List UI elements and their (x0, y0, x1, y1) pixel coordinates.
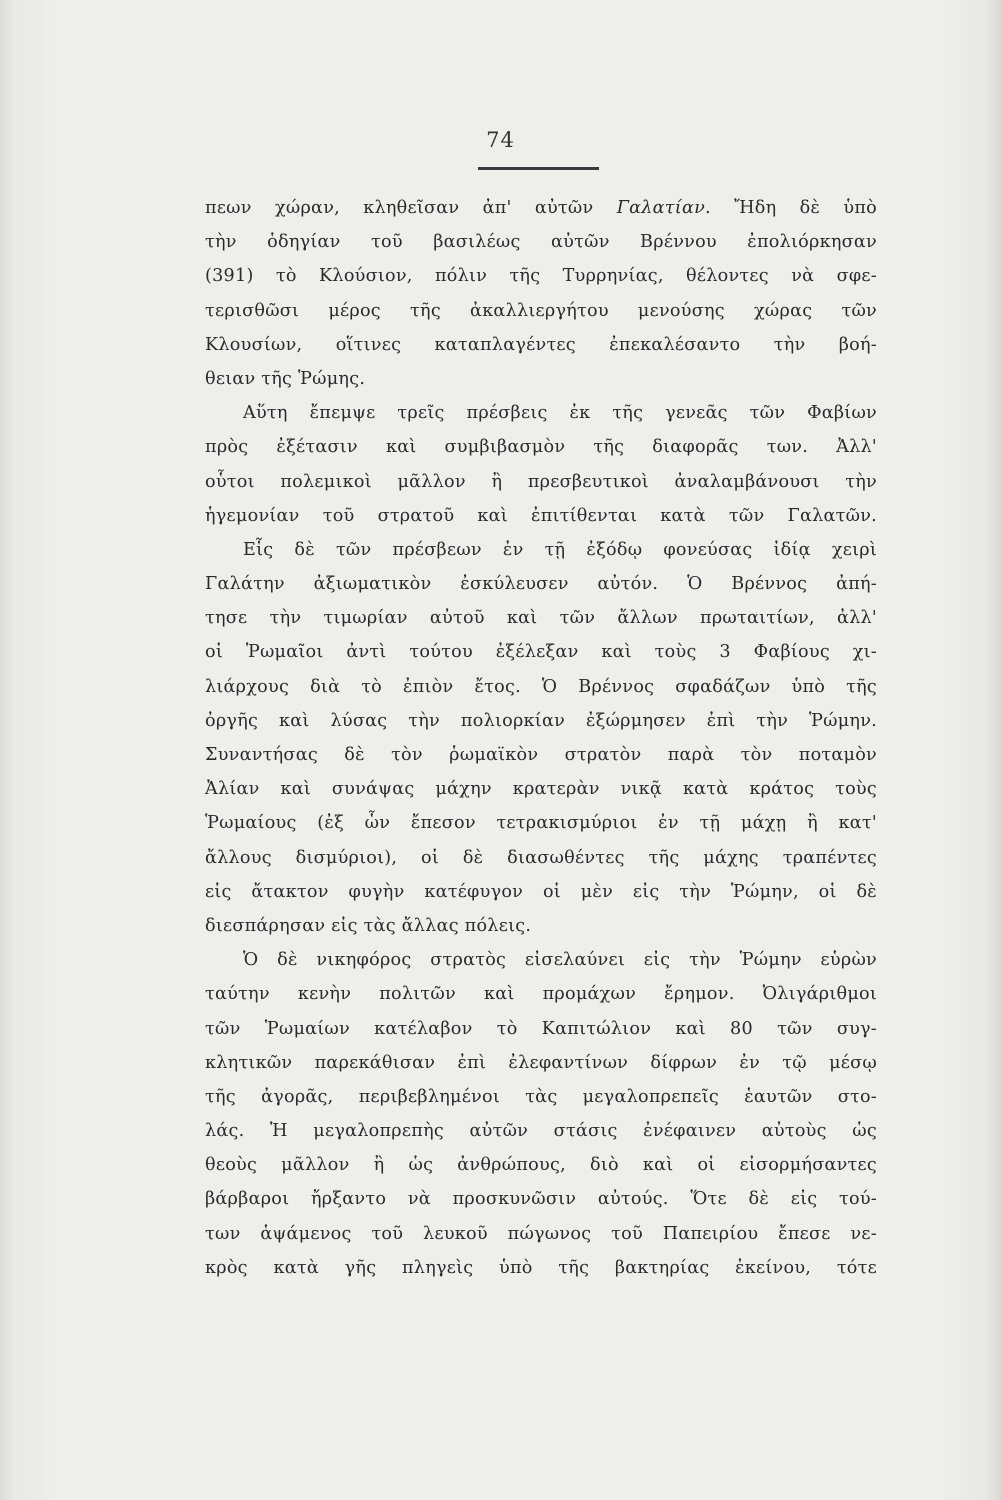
text-line: των ἁψάμενος τοῦ λευκοῦ πώγωνος τοῦ Παπειρίου ἔπεσε νε- (205, 1223, 877, 1244)
paragraph-start: Αὕτη ἔπεμψε τρεῖς πρέσβεις ἐκ τῆς γενεᾶς τῶν Φαβίων (243, 403, 877, 424)
text-line: βάρβαροι ἤρξαντο νὰ προσκυνῶσιν αὐτούς. Ὅτε δὲ εἰς τού- (205, 1189, 877, 1210)
text-line: πρὸς ἐξέτασιν καὶ συμβιβασμὸν τῆς διαφορᾶς των. Ἀλλ' (205, 437, 877, 458)
text-line: ἄλλους δισμύριοι), οἱ δὲ διασωθέντες τῆς μάχης τραπέντες (205, 847, 877, 868)
text-line: θεοὺς μᾶλλον ἢ ὡς ἀνθρώπους, διὸ καὶ οἱ εἰσορμήσαντες (205, 1155, 877, 1176)
text-line: τῆς ἀγορᾶς, περιβεβλημένοι τὰς μεγαλοπρεπεῖς ἑαυτῶν στο- (205, 1086, 877, 1107)
text-line: Συναντήσας δὲ τὸν ῥωμαϊκὸν στρατὸν παρὰ τὸν ποταμὸν (205, 745, 877, 765)
text-line: Εἷς δὲ τῶν πρέσβεων ἐν τῇ ἐξόδῳ φονεύσας ἰδίᾳ χειρὶ (243, 539, 877, 560)
text-line: ἡγεμονίαν τοῦ στρατοῦ καὶ ἐπιτίθενται κατὰ τῶν Γαλατῶν. (205, 505, 877, 526)
text-line: ταύτην κενὴν πολιτῶν καὶ προμάχων ἔρημον. Ὀλιγάριθμοι (205, 984, 877, 1005)
text-line: (391) τὸ Κλούσιον, πόλιν τῆς Τυρρηνίας, θέλοντες νὰ σφε- (205, 266, 877, 287)
text-line: λάς. Ἡ μεγαλοπρεπὴς αὐτῶν στάσις ἐνέφαινεν αὐτοὺς ὡς (205, 1121, 877, 1142)
text-line: εἰς ἄτακτον φυγὴν κατέφυγον οἱ μὲν εἰς τὴν Ῥώμην, οἱ δὲ (205, 881, 877, 902)
text-line: τησε τὴν τιμωρίαν αὐτοῦ καὶ τῶν ἄλλων πρωταιτίων, ἀλλ' (205, 608, 877, 629)
text-line: τερισθῶσι μέρος τῆς ἀκαλλιεργήτου μενούσης χώρας τῶν (205, 300, 877, 321)
text-line: διεσπάρησαν εἰς τὰς ἄλλας πόλεις. (205, 915, 532, 936)
body-text (205, 191, 877, 1285)
text-line: Ῥωμαίους (ἐξ ὧν ἔπεσον τετρακισμύριοι ἐν τῇ μάχῃ ἢ κατ' (205, 813, 877, 834)
page-number: 74 (486, 128, 515, 152)
text-line: λιάρχους διὰ τὸ ἐπιὸν ἔτος. Ὁ Βρέννος σφαδάζων ὑπὸ τῆς (205, 676, 877, 697)
text-line: Ἀλίαν καὶ συνάψας μάχην κρατερὰν νικᾷ κατὰ κράτος τοὺς (205, 779, 877, 800)
text-line: Κλουσίων, οἵτινες καταπλαγέντες ἐπεκαλέσαντο τὴν βοή- (205, 334, 877, 355)
text-line: κλητικῶν παρεκάθισαν ἐπὶ ἐλεφαντίνων δίφρων ἐν τῷ μέσῳ (205, 1052, 877, 1073)
italic-term: Γαλατίαν (616, 198, 706, 218)
text-line: οὗτοι πολεμικοὶ μᾶλλον ἢ πρεσβευτικοὶ ἀναλαμβάνουσι τὴν (205, 471, 877, 492)
text-line: τὴν ὁδηγίαν τοῦ βασιλέως αὐτῶν Βρέννου ἐπολιόρκησαν (205, 232, 877, 253)
text-line: Γαλάτην ἀξιωματικὸν ἐσκύλευσεν αὐτόν. Ὁ Βρέννος ἀπή- (205, 574, 877, 595)
text-line: θειαν τῆς Ῥώμης. (205, 368, 366, 389)
text-line: τῶν Ῥωμαίων κατέλαβον τὸ Καπιτώλιον καὶ 80 τῶν συγ- (205, 1018, 877, 1039)
header-rule (478, 167, 599, 170)
text-line: οἱ Ῥωμαῖοι ἀντὶ τούτου ἐξέλεξαν καὶ τοὺς 3 Φαβίους χι- (205, 642, 877, 663)
paragraph-start: Ὁ δὲ νικηφόρος στρατὸς εἰσελαύνει εἰς τὴν Ῥώμην εὑρὼν (243, 950, 877, 971)
text-line: ὀργῆς καὶ λύσας τὴν πολιορκίαν ἐξώρμησεν ἐπὶ τὴν Ῥώμην. (205, 710, 877, 731)
text-line: πεων χώραν, κληθεῖσαν ἀπ' αὐτῶν Γαλατίαν. Ἤδη δὲ ὑπὸ (205, 198, 877, 218)
text-line: κρὸς κατὰ γῆς πληγεὶς ὑπὸ τῆς βακτηρίας ἐκείνου, τότε (205, 1257, 877, 1278)
